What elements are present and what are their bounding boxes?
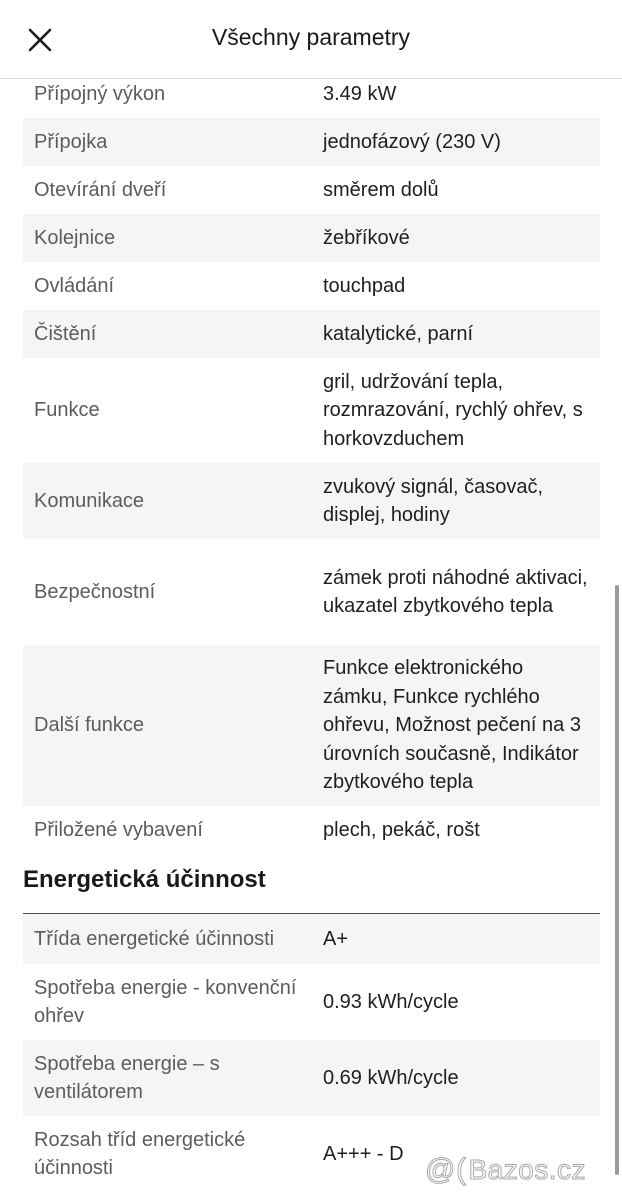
param-label: Bezpečnostní xyxy=(34,580,156,603)
watermark-text: Bazos.cz xyxy=(468,1154,587,1185)
param-row xyxy=(23,118,600,166)
param-value: jednofázový (230 V) xyxy=(323,130,501,153)
energy-row xyxy=(23,1040,600,1116)
param-label: Přiložené vybavení xyxy=(34,818,203,841)
energy-label: Spotřeba energie – s ventilátorem xyxy=(34,1052,220,1103)
param-value: směrem dolů xyxy=(323,178,439,201)
watermark-symbol: @( xyxy=(425,1153,467,1186)
energy-row xyxy=(23,914,600,964)
energy-label: Třída energetické účinnosti xyxy=(34,927,275,950)
param-label: Ovládání xyxy=(34,274,115,297)
header xyxy=(0,0,622,79)
param-label: Otevírání dveří xyxy=(34,178,167,201)
param-value: žebříkové xyxy=(323,226,410,249)
param-value: Funkce elektronického zámku, Funkce rychlého ohřevu, Možnost pečení na 3 úrovních současně, Indikátor zbytkového tepla xyxy=(323,657,581,794)
param-value: zámek proti náhodné aktivaci, ukazatel zbytkového tepla xyxy=(323,566,588,617)
param-row xyxy=(23,463,600,539)
energy-section-title: Energetická účinnost xyxy=(23,854,600,914)
param-row xyxy=(23,310,600,358)
param-label: Čištění xyxy=(34,322,97,345)
param-row xyxy=(23,166,600,214)
watermark xyxy=(425,1150,615,1190)
param-label: Kolejnice xyxy=(34,226,116,249)
param-row xyxy=(23,262,600,310)
param-label: Přípojný výkon xyxy=(34,83,166,106)
param-row xyxy=(23,539,600,645)
energy-label: Spotřeba energie - konvenční ohřev xyxy=(34,976,297,1027)
energy-value: 0.69 kWh/cycle xyxy=(323,1066,459,1089)
scrollbar[interactable] xyxy=(615,585,619,1175)
param-row xyxy=(23,645,600,806)
param-row xyxy=(23,806,600,854)
param-value: gril, udržování tepla, rozmrazování, rychlý ohřev, s horkovzduchem xyxy=(323,370,583,450)
param-value: katalytické, parní xyxy=(323,322,474,345)
energy-label: Rozsah tříd energetické účinnosti xyxy=(34,1128,246,1179)
param-label: Přípojka xyxy=(34,130,108,153)
page-title: Všechny parametry xyxy=(211,24,411,50)
param-value: 3.49 kW xyxy=(323,83,397,106)
energy-value: 0.93 kWh/cycle xyxy=(323,990,459,1013)
energy-value: A+ xyxy=(323,927,349,950)
param-value: plech, pekáč, rošt xyxy=(323,818,480,841)
energy-value: A+++ - D xyxy=(323,1142,404,1165)
param-row xyxy=(23,358,600,463)
param-label: Funkce xyxy=(34,399,100,422)
param-value: zvukový signál, časovač, displej, hodiny xyxy=(323,475,544,526)
param-label: Komunikace xyxy=(34,489,145,512)
param-label: Další funkce xyxy=(34,714,145,737)
energy-row xyxy=(23,964,600,1040)
parameters-list xyxy=(23,71,600,1192)
param-value: touchpad xyxy=(323,274,406,297)
param-row xyxy=(23,214,600,262)
